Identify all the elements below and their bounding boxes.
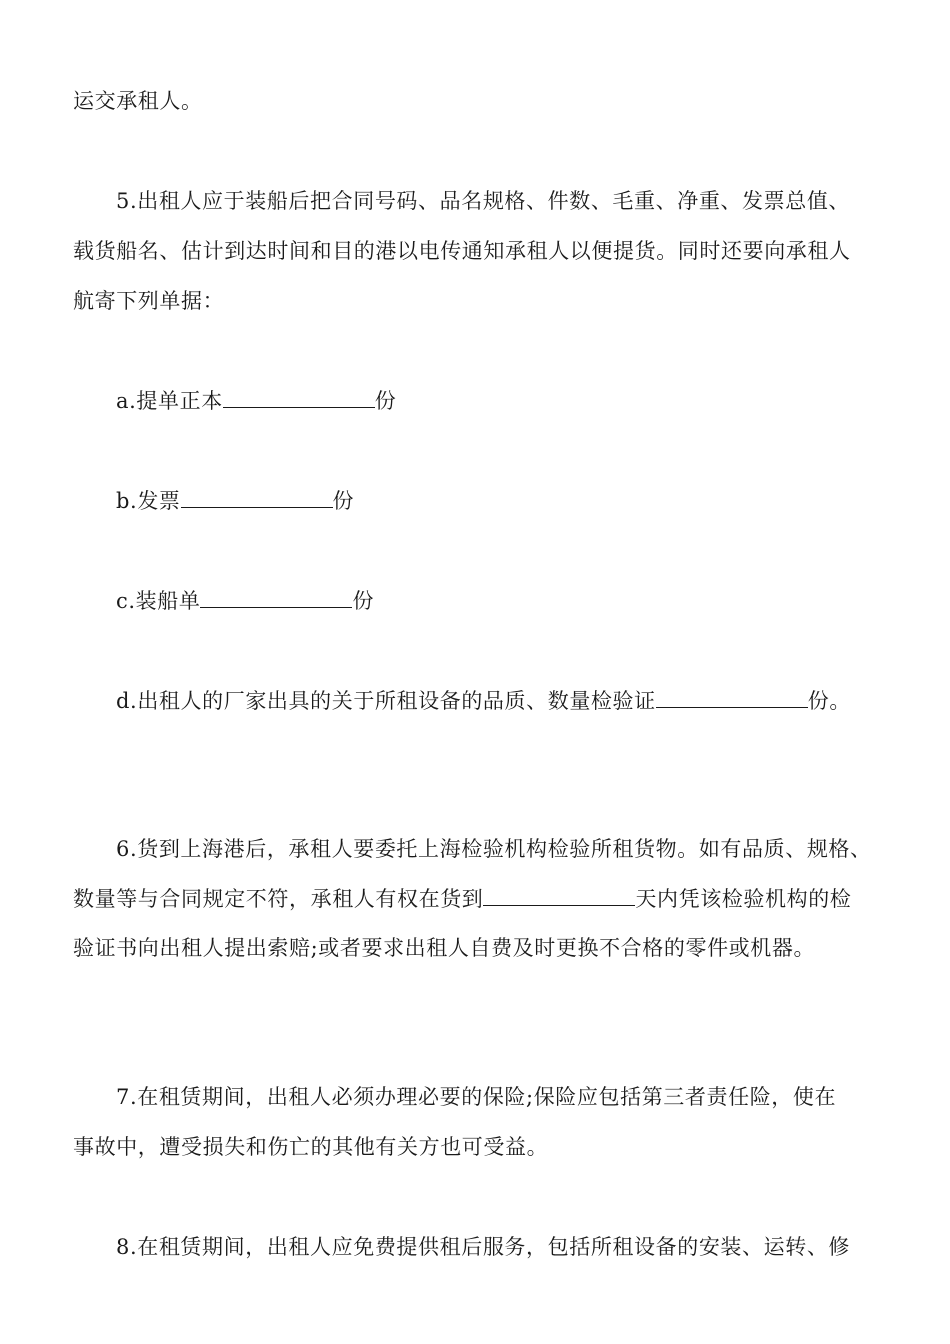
paragraph-6-line-2-after: 天内凭该检验机构的检	[635, 887, 852, 911]
list-item-b-unit: 份	[332, 489, 355, 513]
paragraph-6-line-3: 验证书向出租人提出索赔;或者要求出租人自费及时更换不合格的零件或机器。	[73, 936, 816, 960]
fill-in-blank	[181, 489, 333, 508]
paragraph-5-line-1: 5.出租人应于装船后把合同号码、品名规格、件数、毛重、净重、发票总值、	[116, 189, 851, 213]
paragraph-6-line-1: 6.货到上海港后，承租人要委托上海检验机构检验所租货物。如有品质、规格、	[116, 837, 872, 861]
list-item-a-unit: 份	[374, 389, 397, 413]
list-item-c	[116, 586, 374, 616]
paragraph-prev-line-1: 运交承租人。	[73, 89, 203, 113]
list-item-b	[116, 486, 354, 516]
paragraph-7-line-1: 7.在租赁期间，出租人必须办理必要的保险;保险应包括第三者责任险，使在	[116, 1085, 837, 1109]
paragraph-6-line-2	[73, 884, 851, 914]
paragraph-5-line-3: 航寄下列单据：	[73, 289, 225, 313]
list-item-d	[116, 686, 851, 716]
list-item-d-label: d.出租人的厂家出具的关于所租设备的品质、数量检验证	[116, 689, 656, 713]
paragraph-5-line-2: 载货船名、估计到达时间和目的港以电传通知承租人以便提货。同时还要向承租人	[73, 239, 851, 263]
fill-in-blank	[200, 589, 352, 608]
list-item-a	[116, 386, 396, 416]
list-item-a-label: a.提单正本	[116, 389, 223, 413]
paragraph-6-line-2-before: 数量等与合同规定不符，承租人有权在货到	[73, 887, 484, 911]
list-item-d-unit: 份。	[807, 689, 851, 713]
fill-in-blank	[656, 689, 808, 708]
list-item-b-label: b.发票	[116, 489, 181, 513]
list-item-c-unit: 份	[352, 589, 375, 613]
fill-in-blank	[223, 389, 375, 408]
paragraph-8-line-1: 8.在租赁期间，出租人应免费提供租后服务，包括所租设备的安装、运转、修	[116, 1235, 851, 1259]
list-item-c-label: c.装船单	[116, 589, 201, 613]
paragraph-7-line-2: 事故中，遭受损失和伤亡的其他有关方也可受益。	[73, 1135, 549, 1159]
fill-in-blank	[483, 887, 635, 906]
